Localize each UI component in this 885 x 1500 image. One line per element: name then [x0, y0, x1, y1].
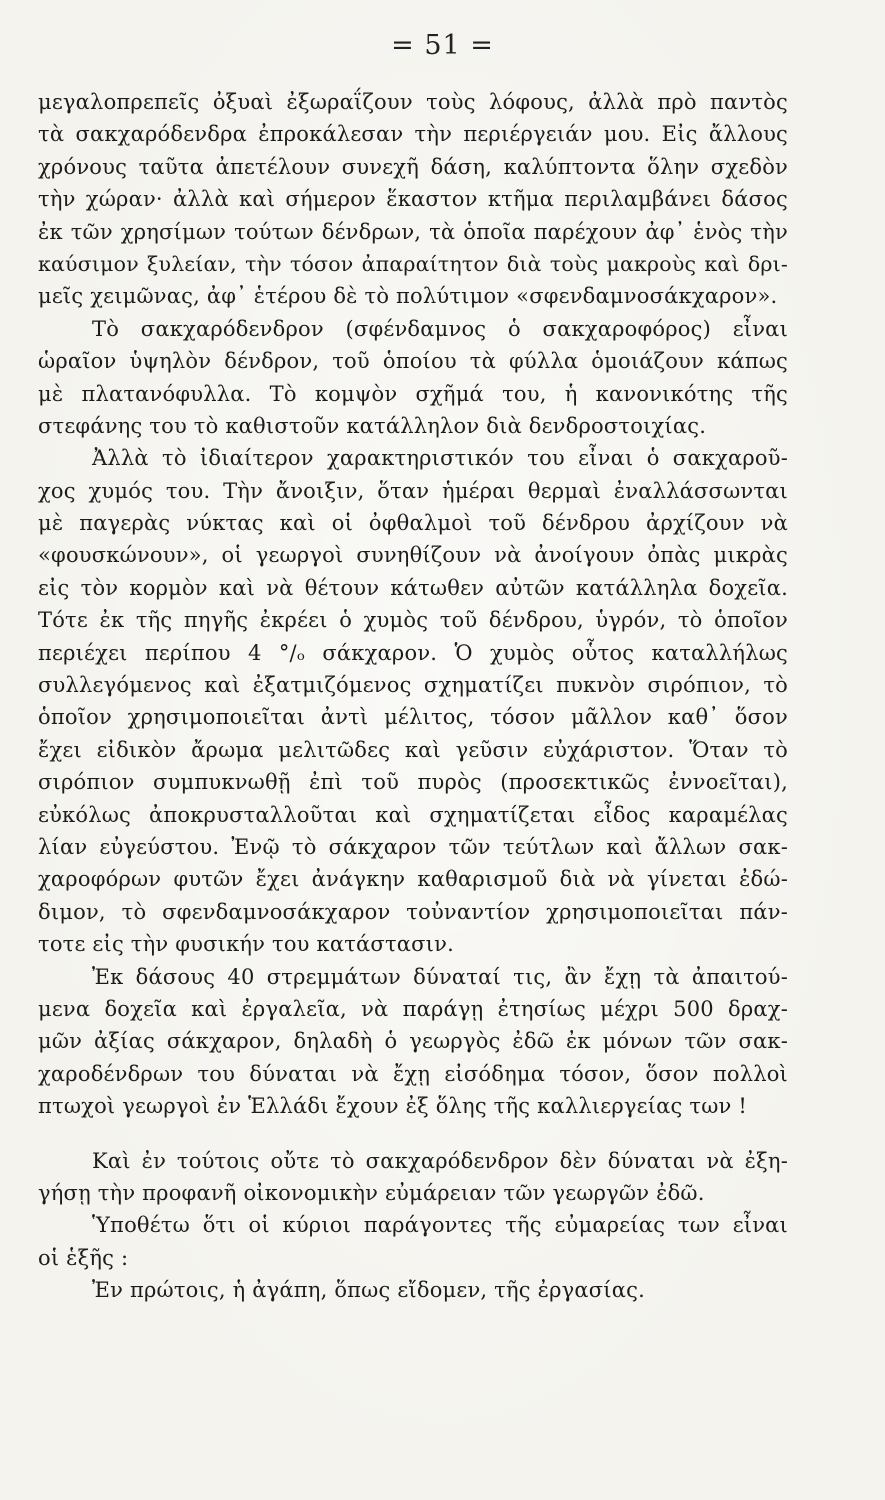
- text-line: πτωχοὶ γεωργοὶ ἐν Ἑλλάδι ἔχουν ἐξ ὅλης τῆς καλλιεργείας των !: [38, 1094, 748, 1119]
- text-line: τὴν χώραν· ἀλλὰ καὶ σήμερον ἕκαστον κτῆμα περιλαμβάνει δάσος: [38, 187, 788, 212]
- page-number: = 51 =: [391, 30, 494, 61]
- text-line: τοτε εἰς τὴν φυσικήν του κατάστασιν.: [38, 932, 454, 957]
- text-line: μὲ πλατανόφυλλα. Τὸ κομψὸν σχῆμά του, ἡ κανονικότης τῆς: [38, 381, 788, 406]
- text-line: «φουσκώνουν», οἱ γεωργοὶ συνηθίζουν νὰ ἀνοίγουν ὀπὰς μικρὰς: [38, 543, 788, 568]
- text-line: μῶν ἀξίας σάκχαρον, δηλαδὴ ὁ γεωργὸς ἐδῶ ἐκ μόνων τῶν σακ-: [38, 1029, 788, 1054]
- body-text: [38, 86, 788, 1306]
- paragraph-start-line: Ἐν πρώτοις, ἡ ἀγάπη, ὅπως εἴδομεν, τῆς ἐργασίας.: [92, 1278, 645, 1303]
- text-line: ἔχει εἰδικὸν ἄρωμα μελιτῶδες καὶ γεῦσιν εὐχάριστον. Ὅταν τὸ: [38, 737, 788, 762]
- text-line: σιρόπιον συμπυκνωθῇ ἐπὶ τοῦ πυρὸς (προσεκτικῶς ἐννοεῖται),: [38, 770, 788, 795]
- text-line: εὐκόλως ἀποκρυσταλλοῦται καὶ σχηματίζεται εἶδος καραμέλας: [38, 802, 788, 827]
- text-line: γήσῃ τὴν προφανῆ οἰκονομικὴν εὐμάρειαν τῶν γεωργῶν ἐδῶ.: [38, 1180, 705, 1205]
- text-line: περιέχει περίπου 4 °/ₒ σάκχαρον. Ὁ χυμὸς οὗτος καταλλήλως: [38, 640, 788, 665]
- text-line: μεῖς χειμῶνας, ἀφ᾽ ἑτέρου δὲ τὸ πολύτιμον «σφενδαμνοσάκχαρον».: [38, 284, 778, 309]
- text-line: χαροφόρων φυτῶν ἔχει ἀνάγκην καθαρισμοῦ διὰ νὰ γίνεται ἐδώ-: [38, 867, 788, 892]
- text-line: τὰ σακχαρόδενδρα ἐπροκάλεσαν τὴν περιέργειάν μου. Εἰς ἄλλους: [38, 122, 788, 147]
- text-line: χος χυμός του. Τὴν ἄνοιξιν, ὅταν ἡμέραι θερμαὶ ἐναλλάσσωνται: [38, 478, 788, 503]
- text-line: ὡραῖον ὑψηλὸν δένδρον, τοῦ ὁποίου τὰ φύλλα ὁμοιάζουν κάπως: [38, 349, 788, 374]
- paragraph-start-line: Τὸ σακχαρόδενδρον (σφένδαμνος ὁ σακχαροφόρος) εἶναι: [92, 316, 788, 341]
- text-line: λίαν εὐγεύστου. Ἐνῷ τὸ σάκχαρον τῶν τεύτλων καὶ ἄλλων σακ-: [38, 834, 788, 859]
- paragraph-start-line: Ἐκ δάσους 40 στρεμμάτων δύναταί τις, ἂν ἔχῃ τὰ ἀπαιτού-: [92, 964, 788, 989]
- text-line: εἰς τὸν κορμὸν καὶ νὰ θέτουν κάτωθεν αὐτῶν κατάλληλα δοχεῖα.: [38, 575, 788, 600]
- paragraph-start-line: Ὑποθέτω ὅτι οἱ κύριοι παράγοντες τῆς εὐμαρείας των εἶναι: [92, 1213, 788, 1238]
- text-line: ἐκ τῶν χρησίμων τούτων δένδρων, τὰ ὁποῖα παρέχουν ἀφ᾽ ἑνὸς τὴν: [38, 219, 788, 244]
- text-line: χρόνους ταῦτα ἀπετέλουν συνεχῆ δάση, καλύπτοντα ὅλην σχεδὸν: [38, 154, 788, 179]
- text-line: καύσιμον ξυλείαν, τὴν τόσον ἀπαραίτητον διὰ τοὺς μακροὺς καὶ δρι-: [38, 251, 788, 276]
- text-line: χαροδένδρων του δύναται νὰ ἔχῃ εἰσόδημα τόσον, ὅσον πολλοὶ: [38, 1061, 788, 1086]
- paragraph-start-line: Ἀλλὰ τὸ ἰδιαίτερον χαρακτηριστικόν του εἶναι ὁ σακχαροῦ-: [92, 446, 788, 471]
- text-line: μεγαλοπρεπεῖς ὀξυαὶ ἐξωραΐζουν τοὺς λόφους, ἀλλὰ πρὸ παντὸς: [38, 90, 788, 114]
- text-line: Τότε ἐκ τῆς πηγῆς ἐκρέει ὁ χυμὸς τοῦ δένδρου, ὑγρόν, τὸ ὁποῖον: [38, 608, 788, 633]
- text-line: οἱ ἑξῆς :: [38, 1245, 129, 1270]
- text-line: ὁποῖον χρησιμοποιεῖται ἀντὶ μέλιτος, τόσον μᾶλλον καθ᾽ ὅσον: [38, 705, 788, 730]
- text-line: μενα δοχεῖα καὶ ἐργαλεῖα, νὰ παράγῃ ἐτησίως μέχρι 500 δραχ-: [38, 996, 788, 1021]
- text-line: μὲ παγερὰς νύκτας καὶ οἱ ὀφθαλμοὶ τοῦ δένδρου ἀρχίζουν νὰ: [38, 511, 788, 536]
- paragraph-start-line: Καὶ ἐν τούτοις οὔτε τὸ σακχαρόδενδρον δὲν δύναται νὰ ἐξη-: [92, 1148, 788, 1173]
- paragraph-gap: [38, 1123, 788, 1145]
- text-line: στεφάνης του τὸ καθιστοῦν κατάλληλον διὰ δενδροστοιχίας.: [38, 413, 707, 438]
- text-line: διμον, τὸ σφενδαμνοσάκχαρον τοὐναντίον χρησιμοποιεῖται πάν-: [38, 899, 788, 924]
- text-line: συλλεγόμενος καὶ ἐξατμιζόμενος σχηματίζει πυκνὸν σιρόπιον, τὸ: [38, 673, 788, 698]
